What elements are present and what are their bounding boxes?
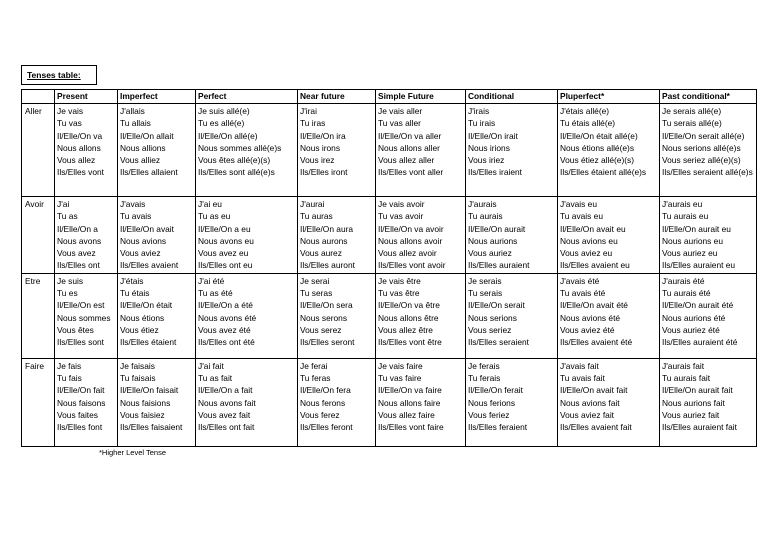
conjugation-line: Tu aurais eu — [662, 211, 709, 222]
conjugation-cell — [196, 273, 298, 358]
conjugation-line: Il/Elle/On va être — [378, 300, 440, 311]
conjugation-line: Ils/Elles auraient été — [662, 337, 738, 348]
conjugation-cell — [298, 358, 376, 446]
header-cell — [22, 90, 55, 104]
conjugation-cell — [55, 104, 118, 197]
conjugation-line: J'avais — [120, 199, 146, 209]
conjugation-line: Ils/Elles seront — [300, 337, 355, 348]
conjugation-line: Nous étions allé(e)s — [560, 142, 635, 153]
conjugation-line: Vous allez être — [378, 324, 433, 335]
header-cell: Near future — [298, 90, 376, 104]
conjugation-line: Je serais — [468, 275, 502, 286]
conjugation-line: Ils/Elles iront — [300, 167, 348, 178]
conjugation-line: Vous seriez allé(e)(s) — [662, 155, 741, 166]
conjugation-line: Vous avez eu — [198, 248, 249, 259]
conjugation-line: Ils/Elles avaient fait — [560, 422, 632, 433]
conjugation-line: Tu as fait — [198, 373, 233, 384]
conjugation-line: Nous sommes — [57, 312, 111, 323]
conjugation-line: Ils/Elles allaient — [120, 167, 178, 178]
conjugation-line: Il/Elle/On serait allé(e) — [662, 130, 745, 141]
conjugation-line: Il/Elle/On irait — [468, 130, 518, 141]
conjugation-line: Il/Elle/On a fait — [198, 385, 253, 396]
conjugation-cell — [118, 273, 196, 358]
conjugation-line: Ils/Elles vont — [57, 167, 105, 178]
conjugation-line: Ils/Elles sont allé(e)s — [198, 167, 275, 178]
conjugation-line: Je ferais — [468, 360, 500, 371]
conjugation-line: Nous allons être — [378, 312, 439, 323]
conjugation-line: Tu as eu — [198, 211, 231, 222]
conjugation-line: Il/Elle/On a eu — [198, 223, 251, 234]
conjugation-line: Ils/Elles feraient — [468, 422, 528, 433]
conjugation-line: Ils/Elles vont avoir — [378, 260, 446, 271]
conjugation-line: J'avais eu — [560, 199, 597, 209]
conjugation-line: Il/Elle/On avait eu — [560, 223, 626, 234]
conjugation-line: Ils/Elles auront — [300, 260, 355, 271]
conjugation-line: Nous faisons — [57, 397, 106, 408]
conjugation-line: J'aurais — [468, 199, 497, 209]
header-cell: Present — [55, 90, 118, 104]
conjugation-line: Vous serez — [300, 324, 342, 335]
conjugation-line: Nous allions — [120, 142, 166, 153]
conjugation-line: Nous aurions fait — [662, 397, 725, 408]
conjugation-cell — [55, 197, 118, 274]
conjugation-line: Tu seras — [300, 288, 333, 299]
conjugation-line: J'aurais été — [662, 275, 705, 286]
conjugation-line: Vous feriez — [468, 409, 510, 420]
conjugation-line: Je ferai — [300, 360, 328, 371]
header-row — [22, 90, 757, 104]
table-body — [22, 104, 757, 447]
conjugation-line: Il/Elle/On avait fait — [560, 385, 628, 396]
conjugation-line: J'irai — [300, 106, 317, 116]
conjugation-line: Il/Elle/On va aller — [378, 130, 442, 141]
conjugation-line: Tu serais — [468, 288, 503, 299]
header-cell: Pluperfect* — [558, 90, 660, 104]
conjugation-line: Vous allez — [57, 155, 96, 166]
conjugation-line: Vous auriez fait — [662, 409, 720, 420]
conjugation-line: Tu avais fait — [560, 373, 605, 384]
conjugation-line: Tu avais eu — [560, 211, 603, 222]
conjugation-line: Je suis — [57, 275, 84, 286]
conjugation-line: Il/Elle/On va avoir — [378, 223, 444, 234]
header-cell: Past conditional* — [660, 90, 757, 104]
conjugation-line: Nous aurons — [300, 235, 348, 246]
verb-cell: Aller — [22, 104, 55, 197]
conjugation-line: Nous avions — [120, 235, 167, 246]
conjugation-line: Il/Elle/On serait — [468, 300, 525, 311]
footnote: *Higher Level Tense — [99, 448, 166, 457]
conjugation-line: Je serais allé(e) — [662, 106, 722, 116]
conjugation-cell — [558, 358, 660, 446]
conjugation-line: Je vais faire — [378, 360, 423, 371]
conjugation-line: Tu vas être — [378, 288, 420, 299]
conjugation-line: Ils/Elles sont — [57, 337, 105, 348]
conjugation-line: Vous êtes — [57, 324, 94, 335]
conjugation-line: Vous alliez — [120, 155, 161, 166]
conjugation-line: Ils/Elles étaient — [120, 337, 177, 348]
conjugation-line: Vous faisiez — [120, 409, 165, 420]
conjugation-line: Je vais être — [378, 275, 421, 286]
conjugation-line: Il/Elle/On avait — [120, 223, 174, 234]
conjugation-line: Il/Elle/On allé(e) — [198, 130, 258, 141]
conjugation-line: Je vais — [57, 106, 84, 116]
conjugation-line: Tu vas aller — [378, 118, 421, 129]
conjugation-line: Vous aviez été — [560, 324, 615, 335]
conjugation-line: Ils/Elles ont fait — [198, 422, 255, 433]
conjugation-line: Il/Elle/On aura — [300, 223, 354, 234]
conjugation-cell — [660, 104, 757, 197]
conjugation-line: Nous allons avoir — [378, 235, 443, 246]
conjugation-line: Nous irons — [300, 142, 341, 153]
conjugation-line: J'ai fait — [198, 360, 224, 371]
conjugation-line: Il/Elle/On a été — [198, 300, 253, 311]
conjugation-line: Nous allons — [57, 142, 101, 153]
conjugation-line: Nous avions été — [560, 312, 621, 323]
conjugation-line: Vous aurez — [300, 248, 342, 259]
conjugation-line: Ils/Elles auraient fait — [662, 422, 737, 433]
conjugation-line: Tu as été — [198, 288, 233, 299]
conjugation-line: Il/Elle/On va faire — [378, 385, 442, 396]
conjugation-line: J'avais fait — [560, 360, 599, 371]
conjugation-line: Ils/Elles seraient allé(e)s — [662, 167, 753, 178]
conjugation-cell — [196, 358, 298, 446]
conjugation-line: Ils/Elles faisaient — [120, 422, 183, 433]
conjugation-line: Nous sommes allé(e)s — [198, 142, 282, 153]
conjugation-line: Nous irions — [468, 142, 510, 153]
conjugation-line: Il/Elle/On a — [57, 223, 98, 234]
conjugation-line: Vous allez faire — [378, 409, 435, 420]
conjugation-cell — [376, 358, 466, 446]
conjugation-line: Je serai — [300, 275, 330, 286]
conjugation-line: Vous iriez — [468, 155, 505, 166]
conjugation-line: Tu étais allé(e) — [560, 118, 616, 129]
conjugation-line: Il/Elle/On faisait — [120, 385, 179, 396]
conjugation-line: Nous avions eu — [560, 235, 618, 246]
conjugation-line: Vous faites — [57, 409, 98, 420]
conjugation-line: Nous avons fait — [198, 397, 256, 408]
conjugation-line: Ils/Elles étaient allé(e)s — [560, 167, 647, 178]
conjugation-line: Vous auriez — [468, 248, 512, 259]
conjugation-line: Ils/Elles font — [57, 422, 103, 433]
verb-cell: Faire — [22, 358, 55, 446]
conjugation-cell — [376, 104, 466, 197]
conjugation-line: Vous auriez été — [662, 324, 720, 335]
conjugation-line: Nous serions — [468, 312, 517, 323]
conjugation-line: Vous allez avoir — [378, 248, 437, 259]
conjugation-line: Tu aurais fait — [662, 373, 711, 384]
table-row — [22, 358, 757, 446]
header-cell: Perfect — [196, 90, 298, 104]
conjugation-line: Tu faisais — [120, 373, 156, 384]
conjugation-cell — [466, 358, 558, 446]
conjugation-line: Vous aviez — [120, 248, 161, 259]
conjugation-line: Nous serions allé(e)s — [662, 142, 741, 153]
conjugation-line: Vous ferez — [300, 409, 340, 420]
conjugation-line: Vous étiez allé(e)(s) — [560, 155, 635, 166]
conjugation-cell — [558, 273, 660, 358]
conjugation-line: Il/Elle/On fait — [57, 385, 105, 396]
conjugation-line: Ils/Elles ont eu — [198, 260, 253, 271]
conjugation-line: Tu as — [57, 211, 78, 222]
conjugation-line: Nous étions — [120, 312, 165, 323]
conjugation-line: Vous allez aller — [378, 155, 435, 166]
conjugation-line: Ils/Elles ont été — [198, 337, 255, 348]
conjugation-line: Il/Elle/On allait — [120, 130, 174, 141]
header-cell: Simple Future — [376, 90, 466, 104]
conjugation-line: J'irais — [468, 106, 490, 116]
conjugation-line: Tu vas faire — [378, 373, 422, 384]
conjugation-cell — [466, 104, 558, 197]
conjugation-line: Vous aviez eu — [560, 248, 613, 259]
conjugation-cell — [196, 197, 298, 274]
conjugation-line: Tu es allé(e) — [198, 118, 245, 129]
conjugation-cell — [558, 197, 660, 274]
verb-cell: Avoir — [22, 197, 55, 274]
conjugation-line: Vous seriez — [468, 324, 512, 335]
conjugation-line: J'ai eu — [198, 199, 222, 209]
conjugation-cell — [660, 358, 757, 446]
conjugation-line: Ils/Elles ont — [57, 260, 100, 271]
conjugation-cell — [196, 104, 298, 197]
conjugation-line: Ils/Elles vont faire — [378, 422, 444, 433]
conjugation-line: Ils/Elles iraient — [468, 167, 522, 178]
conjugation-line: J'allais — [120, 106, 145, 116]
conjugation-line: Il/Elle/On fera — [300, 385, 351, 396]
conjugation-line: Il/Elle/On aurait — [468, 223, 526, 234]
conjugation-line: Vous étiez — [120, 324, 159, 335]
conjugation-line: Tu iras — [300, 118, 326, 129]
conjugation-line: Ils/Elles vont être — [378, 337, 442, 348]
conjugation-cell — [118, 358, 196, 446]
conjugation-line: J'ai été — [198, 275, 225, 286]
header-cell: Imperfect — [118, 90, 196, 104]
table-row — [22, 104, 757, 197]
verb-cell: Etre — [22, 273, 55, 358]
conjugation-line: Il/Elle/On ferait — [468, 385, 523, 396]
conjugation-line: Nous ferions — [468, 397, 516, 408]
table-row — [22, 197, 757, 274]
conjugation-line: Vous aviez fait — [560, 409, 615, 420]
conjugation-line: Nous aurions — [468, 235, 518, 246]
table-row — [22, 273, 757, 358]
conjugation-line: J'aurai — [300, 199, 325, 209]
conjugation-line: Vous auriez eu — [662, 248, 718, 259]
conjugation-cell — [376, 197, 466, 274]
conjugation-line: Nous allons faire — [378, 397, 441, 408]
conjugation-line: Il/Elle/On aurait fait — [662, 385, 733, 396]
conjugation-line: J'étais — [120, 275, 144, 286]
conjugation-line: Tu serais allé(e) — [662, 118, 722, 129]
conjugation-cell — [118, 197, 196, 274]
conjugation-line: Nous avions fait — [560, 397, 620, 408]
conjugation-line: Nous faisions — [120, 397, 171, 408]
conjugation-cell — [298, 273, 376, 358]
conjugation-line: Tu es — [57, 288, 78, 299]
conjugation-line: Nous aurions eu — [662, 235, 723, 246]
conjugation-line: Nous ferons — [300, 397, 346, 408]
conjugation-line: J'ai — [57, 199, 70, 209]
conjugation-line: Tu feras — [300, 373, 331, 384]
conjugation-line: Nous aurions été — [662, 312, 726, 323]
conjugation-line: Vous avez — [57, 248, 96, 259]
conjugation-cell — [55, 358, 118, 446]
conjugation-line: Tu avais été — [560, 288, 606, 299]
conjugation-cell — [466, 273, 558, 358]
conjugation-line: Ils/Elles feront — [300, 422, 353, 433]
conjugation-line: Je vais avoir — [378, 199, 425, 209]
conjugation-line: Je vais aller — [378, 106, 423, 116]
conjugation-line: Vous avez fait — [198, 409, 251, 420]
conjugation-line: Il/Elle/On va — [57, 130, 103, 141]
table-title — [21, 65, 97, 85]
conjugation-line: Tu fais — [57, 373, 82, 384]
conjugation-line: Il/Elle/On est — [57, 300, 105, 311]
conjugation-cell — [298, 197, 376, 274]
conjugation-line: Nous avons été — [198, 312, 257, 323]
conjugation-line: Il/Elle/On était allé(e) — [560, 130, 638, 141]
conjugation-line: Ils/Elles vont aller — [378, 167, 444, 178]
conjugation-line: Tu auras — [300, 211, 333, 222]
conjugation-line: Tu irais — [468, 118, 496, 129]
conjugation-line: Nous avons — [57, 235, 102, 246]
conjugation-line: Tu aurais — [468, 211, 503, 222]
conjugation-cell — [55, 273, 118, 358]
conjugation-line: J'avais été — [560, 275, 600, 286]
conjugation-line: Je fais — [57, 360, 82, 371]
conjugation-cell — [660, 273, 757, 358]
conjugation-line: Il/Elle/On était — [120, 300, 173, 311]
conjugation-cell — [466, 197, 558, 274]
conjugation-line: Tu avais — [120, 211, 152, 222]
conjugation-line: Vous avez été — [198, 324, 251, 335]
conjugation-line: Tu aurais été — [662, 288, 711, 299]
conjugation-line: Nous serons — [300, 312, 348, 323]
conjugation-line: Il/Elle/On aurait eu — [662, 223, 731, 234]
conjugation-cell — [298, 104, 376, 197]
conjugation-line: Ils/Elles seraient — [468, 337, 529, 348]
conjugation-cell — [376, 273, 466, 358]
conjugation-line: Vous êtes allé(e)(s) — [198, 155, 271, 166]
conjugation-line: Tu étais — [120, 288, 150, 299]
conjugation-line: J'aurais eu — [662, 199, 703, 209]
conjugation-line: Ils/Elles auraient — [468, 260, 530, 271]
conjugation-cell — [118, 104, 196, 197]
conjugation-line: J'aurais fait — [662, 360, 705, 371]
conjugation-line: Je suis allé(e) — [198, 106, 250, 116]
conjugation-line: Tu allais — [120, 118, 151, 129]
conjugation-line: Ils/Elles avaient eu — [560, 260, 630, 271]
conjugation-line: Je faisais — [120, 360, 155, 371]
conjugation-line: Tu ferais — [468, 373, 501, 384]
conjugation-line: Tu vas avoir — [378, 211, 424, 222]
conjugation-line: Tu vas — [57, 118, 82, 129]
tenses-table — [21, 89, 757, 447]
conjugation-line: Nous avons eu — [198, 235, 254, 246]
table-title-text: Tenses table: — [27, 70, 81, 80]
header-cell: Conditional — [466, 90, 558, 104]
conjugation-cell — [558, 104, 660, 197]
conjugation-line: Il/Elle/On avait été — [560, 300, 628, 311]
conjugation-line: Ils/Elles auraient eu — [662, 260, 736, 271]
conjugation-line: Il/Elle/On aurait été — [662, 300, 734, 311]
conjugation-cell — [660, 197, 757, 274]
conjugation-line: Vous irez — [300, 155, 335, 166]
conjugation-line: Il/Elle/On sera — [300, 300, 353, 311]
conjugation-line: J'étais allé(e) — [560, 106, 610, 116]
conjugation-line: Ils/Elles avaient été — [560, 337, 633, 348]
conjugation-line: Ils/Elles avaient — [120, 260, 179, 271]
conjugation-line: Il/Elle/On ira — [300, 130, 346, 141]
conjugation-line: Nous allons aller — [378, 142, 440, 153]
